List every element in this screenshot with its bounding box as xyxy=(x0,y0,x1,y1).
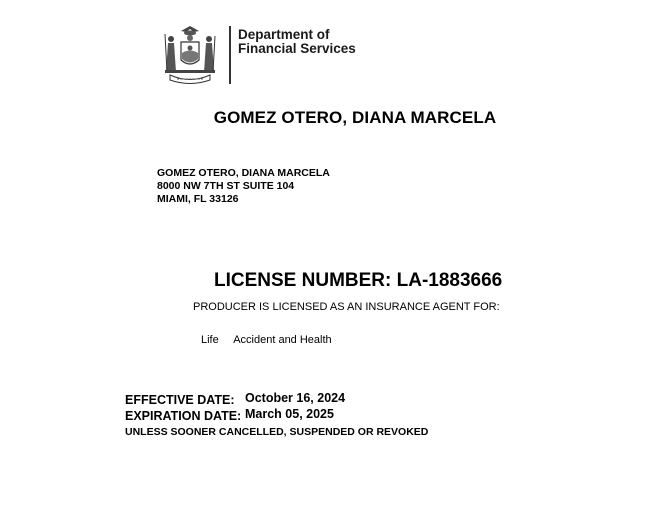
department-line-2: Financial Services xyxy=(238,41,356,56)
address-city-state-zip: MIAMI, FL 33126 xyxy=(157,193,239,205)
effective-date-label: EFFECTIVE DATE: xyxy=(125,393,235,407)
lines-of-authority xyxy=(201,334,344,346)
license-holder-name: GOMEZ OTERO, DIANA MARCELA xyxy=(213,108,497,127)
expiration-date-label: EXPIRATION DATE: xyxy=(125,409,242,423)
cancellation-note: UNLESS SOONER CANCELLED, SUSPENDED OR REVOKED xyxy=(125,426,429,438)
address-street: 8000 NW 7TH ST SUITE 104 xyxy=(157,180,295,192)
license-number: LICENSE NUMBER: LA-1883666 xyxy=(214,270,503,291)
licensed-as-statement: PRODUCER IS LICENSED AS AN INSURANCE AGENT FOR: xyxy=(193,301,500,313)
new-york-state-seal-icon xyxy=(159,24,221,86)
department-line-1: Department of xyxy=(238,27,330,42)
header-divider xyxy=(229,26,231,84)
expiration-date-value: March 05, 2025 xyxy=(245,407,334,421)
mailing-address xyxy=(157,167,330,206)
department-name xyxy=(238,28,356,56)
line-of-authority-accident-health: Accident and Health xyxy=(233,334,332,346)
effective-date-value: October 16, 2024 xyxy=(245,391,346,405)
address-name: GOMEZ OTERO, DIANA MARCELA xyxy=(157,167,330,179)
line-of-authority-life: Life xyxy=(201,334,219,346)
